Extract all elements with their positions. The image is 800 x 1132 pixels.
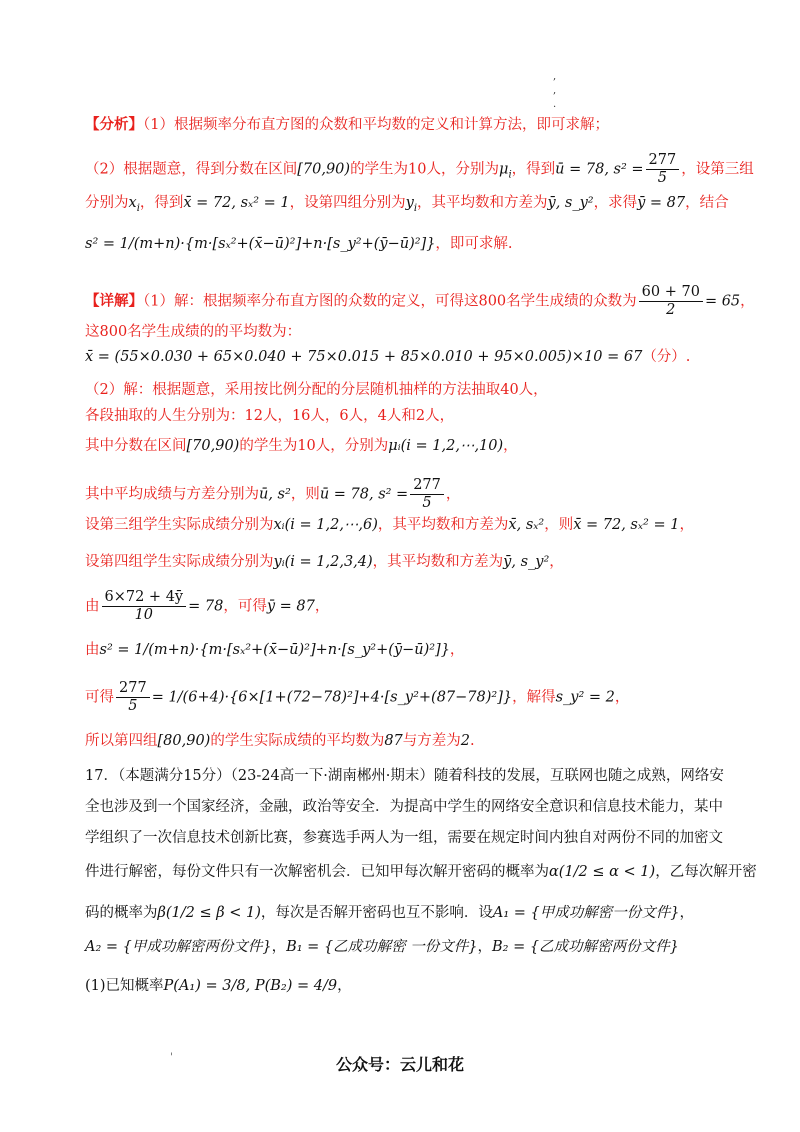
footer-mark: ' (170, 1052, 173, 1063)
detail-line-2: 这800名学生成绩的的平均数为： (85, 324, 302, 340)
problem-line-5: 码的概率为β(1/2 ≤ β < 1)，每次是否解开密码也互不影响．设A₁ = {甲成功解密一份文件}， (85, 905, 694, 921)
analysis-label: 【分析】 (85, 116, 143, 133)
fraction: $\frac{60 + 70}{2}$ (639, 284, 703, 319)
detail-line-3: x̄ = (55×0.030 + 65×0.040 + 75×0.015 + 85×0.010 + 95×0.005)×10 = 67（分）. (85, 349, 691, 365)
detail-label: 【详解】 (85, 292, 143, 310)
variance-formula: s² = 1/(m+n)·{m·[sₓ²+(x̄−ū)²]+n·[s_y²+(ȳ−ū)²]} (99, 642, 450, 658)
analysis-line-2: （2）根据题意，得到分数在区间[70,90)的学生为10人，分别为$\mu_i$，得到ū = 78, s² = $\frac{277}{5}$ ，设第三组 (85, 152, 754, 186)
detail-line-7: 其中平均成绩与方差分别为ū, s²，则ū = 78, s² = $\frac{277}{5}$ ， (85, 477, 461, 511)
footer-text: 公众号：云儿和花 (335, 1055, 464, 1074)
detail-line-5: 各段抽取的人生分别为：12人，16人，6人，4人和2人， (85, 408, 455, 424)
analysis-line-1: 【分析】（1）根据频率分布直方图的众数和平均数的定义和计算方法，即可求解； (85, 116, 609, 133)
fraction: $\frac{277}{5}$ (410, 477, 444, 512)
detail-line-12: 可得 $\frac{277}{5}$ = 1/(6+4)·{6×[1+(72−78)²]+4·[s_y²+(87−78)²]}，解得s_y² = 2， (85, 680, 630, 714)
detail-line-13: 所以第四组[80,90)的学生实际成绩的平均数为87与方差为2. (85, 733, 475, 749)
problem-line-1: 17．（本题满分15分）（23-24高一下·湖南郴州·期末）随着科技的发展，互联网也随之成熟，网络安 (85, 768, 724, 784)
fraction: $\frac{6\times 72 + 4ȳ}{10}$ (102, 589, 187, 624)
problem-number: 17． (85, 768, 118, 784)
problem-line-7: (1)已知概率P(A₁) = 3/8, P(B₂) = 4/9， (85, 978, 352, 994)
decorative-dots: , , . (553, 71, 557, 110)
problem-line-3: 学组织了一次信息技术创新比赛，参赛选手两人为一组，需要在规定时间内独自对两份不同的加密文 (85, 830, 723, 846)
detail-line-9: 设第四组学生实际成绩分别为yᵢ(i = 1,2,3,4)，其平均数和方差为ȳ, s_y²， (85, 554, 564, 570)
mean-formula: x̄ = (55×0.030 + 65×0.040 + 75×0.015 + 85×0.010 + 95×0.005)×10 = 67 (85, 349, 643, 365)
fraction: $\frac{277}{5}$ (116, 680, 150, 715)
detail-line-11: 由s² = 1/(m+n)·{m·[sₓ²+(x̄−ū)²]+n·[s_y²+(ȳ−ū)²]}， (85, 642, 465, 658)
detail-line-1: 【详解】（1）解：根据频率分布直方图的众数的定义，可得这800名学生成绩的众数为 $\frac{60 + 70}{2}$ = 65， (85, 284, 755, 318)
detail-line-10: 由 $\frac{6\times 72 + 4ȳ}{10}$ = 78，可得ȳ = 87， (85, 589, 330, 623)
fraction: $\frac{277}{5}$ (646, 152, 680, 187)
variance-formula: s² = 1/(m+n)·{m·[sₓ²+(x̄−ū)²]+n·[s_y²+(ȳ−ū)²]} (85, 236, 436, 252)
detail-line-8: 设第三组学生实际成绩分别为xᵢ(i = 1,2,⋯,6)，其平均数和方差为x̄, sₓ²，则x̄ = 72, sₓ² = 1， (85, 517, 694, 533)
detail-line-4: （2）解：根据题意，采用按比例分配的分层随机抽样的方法抽取40人， (85, 382, 548, 398)
analysis-line-3: 分别为$x_i$，得到x̄ = 72, sₓ² = 1，设第四组分别为$y_i$，其平均数和方差为ȳ, s_y²，求得ȳ = 87，结合 (85, 195, 729, 214)
analysis-line-4: s² = 1/(m+n)·{m·[sₓ²+(x̄−ū)²]+n·[s_y²+(ȳ−ū)²]}，即可求解. (85, 236, 513, 252)
problem-line-4: 件进行解密，每份文件只有一次解密机会．已知甲每次解开密码的概率为α(1/2 ≤ α < 1)，乙每次解开密 (85, 864, 757, 880)
problem-line-2: 全也涉及到一个国家经济，金融，政治等安全．为提高中学生的网络安全意识和信息技术能力，某中 (85, 799, 723, 815)
problem-line-6: A₂ = {甲成功解密两份文件}，B₁ = {乙成功解密 一份文件}，B₂ = {乙成功解密两份文件} (85, 939, 679, 955)
detail-line-6: 其中分数在区间[70,90)的学生为10人，分别为μᵢ(i = 1,2,⋯,10)， (85, 438, 518, 454)
